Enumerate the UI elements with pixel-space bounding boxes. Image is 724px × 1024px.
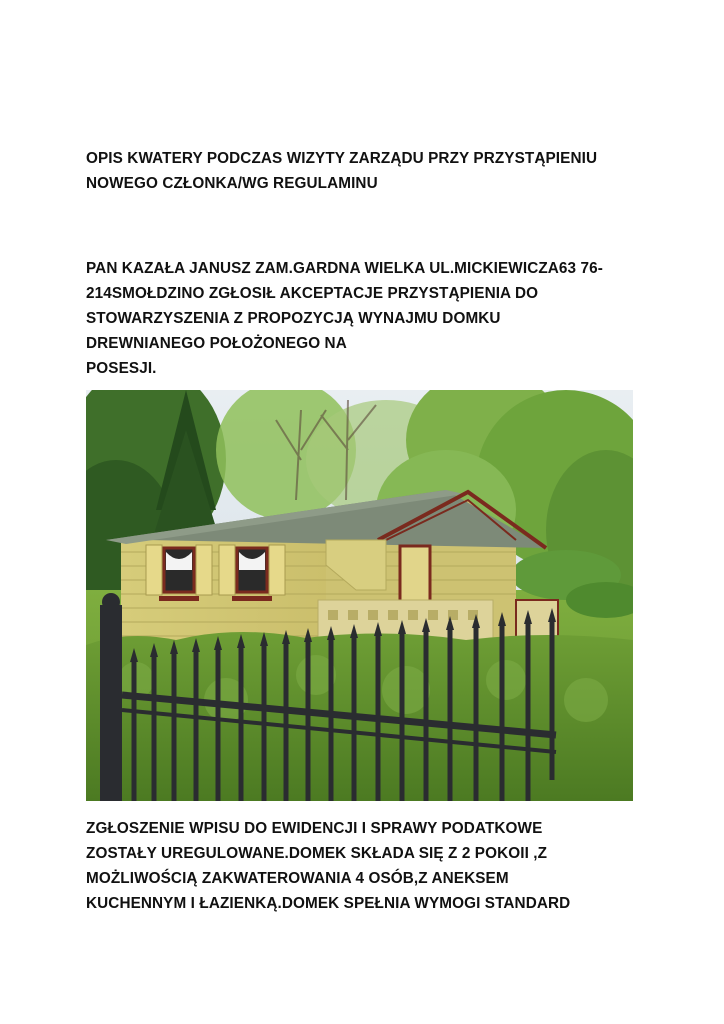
intro-paragraph <box>86 256 656 381</box>
intro-line: POSESJI. <box>86 360 157 377</box>
closing-line: ZGŁOSZENIE WPISU DO EWIDENCJI I SPRAWY PODATKOWE <box>86 820 543 837</box>
closing-line: MOŻLIWOŚCIĄ ZAKWATEROWANIA 4 OSÓB,Z ANEKSEM <box>86 870 509 887</box>
closing-line: KUCHENNYM I ŁAZIENKĄ.DOMEK SPEŁNIA WYMOGI STANDARD <box>86 895 571 912</box>
heading-line: OPIS KWATERY PODCZAS WIZYTY ZARZĄDU PRZY PRZYSTĄPIENIU <box>86 150 598 167</box>
document-heading <box>86 146 656 196</box>
heading-line: NOWEGO CZŁONKA/WG REGULAMINU <box>86 175 378 192</box>
closing-line: ZOSTAŁY UREGULOWANE.DOMEK SKŁADA SIĘ Z 2 POKOII ,Z <box>86 845 548 862</box>
cabin-photo <box>86 390 633 801</box>
intro-line: PAN KAZAŁA JANUSZ ZAM.GARDNA WIELKA UL.MICKIEWICZA63 76- <box>86 260 603 277</box>
intro-line: DREWNIANEGO POŁOŻONEGO NA <box>86 335 347 352</box>
intro-line: STOWARZYSZENIA Z PROPOZYCJĄ WYNAJMU DOMKU <box>86 310 501 327</box>
intro-line: 214SMOŁDZINO ZGŁOSIŁ AKCEPTACJE PRZYSTĄPIENIA DO <box>86 285 539 302</box>
closing-paragraph <box>86 816 656 916</box>
